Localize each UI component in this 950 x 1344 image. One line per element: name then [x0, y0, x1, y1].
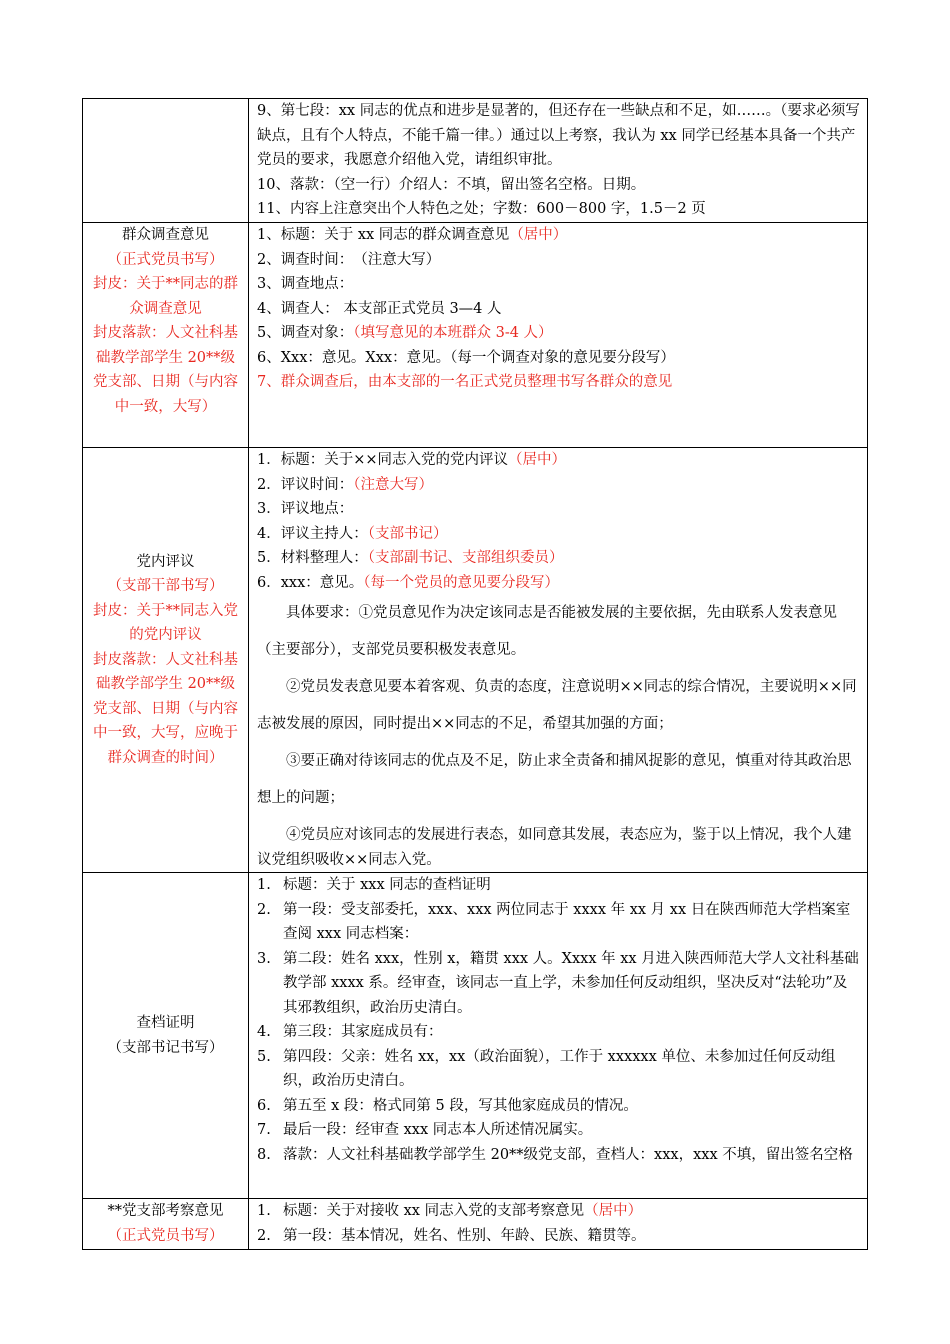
- table-row: [83, 448, 868, 873]
- branch-review-list: [257, 1199, 861, 1248]
- list-item: 5、调查对象：（填写意见的本班群众 3-4 人）: [257, 325, 553, 341]
- list-item: 5．材料整理人：（支部副书记、支部组织委员）: [257, 550, 564, 566]
- item-10-text: 10、落款：（空一行）介绍人：不填，留出签名空格。日期。: [257, 176, 646, 193]
- item-11-text: 11、内容上注意突出个人特色之处；字数：600－800 字，1.5－2 页: [257, 201, 706, 217]
- writer-note: （正式党员书写）: [107, 1227, 224, 1244]
- list-item: 7、群众调查后，由本支部的一名正式党员整理书写各群众的意见: [257, 374, 673, 390]
- list-item: 1. 标题：关于对接收 xx 同志入党的支部考察意见（居中）: [257, 1203, 643, 1219]
- table-row: [83, 223, 868, 448]
- list-item: 2. 第一段：受支部委托，xxx、xxx 两位同志于 xxxx 年 xx 月 xx 日在陕西师范大学档案室查阅 xxx 同志档案：: [257, 901, 851, 942]
- list-item: 2、调查时间： （注意大写）: [257, 251, 441, 268]
- writer-note: （支部书记书写）: [107, 1039, 224, 1056]
- list-item: 5. 第四段：父亲：姓名 xx，xx（政治面貌），工作于 xxxxxx 单位、未参加过任何反动组织，政治历史清白。: [257, 1048, 836, 1089]
- list-item: 7. 最后一段：经审查 xxx 同志本人所述情况属实。: [257, 1122, 593, 1138]
- list-item: 2. 第一段：基本情况，姓名、性别、年龄、民族、籍贯等。: [257, 1227, 646, 1244]
- list-item: 8. 落款：人文社科基础教学部学生 20**级党支部，查档人：xxx，xxx 不填，留出签名空格: [257, 1146, 853, 1163]
- cover-note: 封皮：关于**同志的群众调查意见: [93, 276, 238, 317]
- requirement-paragraph: ②党员发表意见要本着客观、负责的态度，注意说明××同志的综合情况，主要说明××同志被发展的原因，同时提出××同志的不足，希望其加强的方面；: [257, 679, 857, 732]
- mass-survey-left-cell: [83, 223, 249, 448]
- branch-review-left-cell: [83, 1199, 249, 1250]
- requirement-paragraph: ③要正确对待该同志的优点及不足，防止求全责备和捕风捉影的意见，慎重对待其政治思想上的问题；: [257, 753, 852, 806]
- list-item: 4. 第三段：其家庭成员有：: [257, 1024, 443, 1040]
- table-row: [83, 1199, 868, 1250]
- section-title: 群众调查意见: [122, 227, 209, 243]
- file-check-left-cell: [83, 873, 249, 1199]
- requirement-paragraph: 具体要求：①党员意见作为决定该同志是否能被发展的主要依据，先由联系人发表意见（主要部分），支部党员要积极发表意见。: [257, 605, 837, 658]
- row1-left-cell: [83, 99, 249, 223]
- cover-signature-note: 封皮落款：人文社科基础教学部学生 20**级党支部、日期（与内容中一致，大写）: [93, 325, 238, 415]
- document-table: [82, 98, 868, 1250]
- requirement-paragraph: ④党员应对该同志的发展进行表态，如同意其发展，表态应为，鉴于以上情况，我个人建议党组织吸收××同志入党。: [257, 827, 852, 868]
- file-check-right-cell: [249, 873, 868, 1199]
- list-item: 1. 标题：关于 xxx 同志的查档证明: [257, 877, 491, 893]
- list-item: 6．xxx：意见。（每一个党员的意见要分段写）: [257, 574, 560, 591]
- cover-signature-note: 封皮落款：人文社科基础教学部学生 20**级党支部、日期（与内容中一致，大写，应晚于群众调查的时间）: [93, 651, 238, 766]
- table-row: [83, 873, 868, 1199]
- section-title: 党内评议: [136, 553, 195, 570]
- party-review-right-cell: [249, 448, 868, 873]
- list-item: 1．标题：关于××同志入党的党内评议（居中）: [257, 452, 567, 468]
- list-item: 2．评议时间：（注意大写）: [257, 476, 433, 493]
- party-review-left-cell: [83, 448, 249, 873]
- list-item: 1、标题：关于 xx 同志的群众调查意见（居中）: [257, 227, 568, 243]
- list-item: 3. 第二段：姓名 xxx，性别 x，籍贯 xxx 人。Xxxx 年 xx 月进入陕西师范大学人文社科基础教学部 xxxx 系。经审查，该同志一直上学，未参加任何反动组织，坚决反对“法轮功”及其邪教组织，政治历史清白。: [257, 950, 859, 1016]
- list-item: 6. 第五至 x 段：格式同第 5 段，写其他家庭成员的情况。: [257, 1097, 638, 1114]
- list-item: 4、调查人： 本支部正式党员 3—4 人: [257, 300, 502, 317]
- mass-survey-right-cell: [249, 223, 868, 448]
- list-item: 6、Xxx：意见。Xxx：意见。（每一个调查对象的意见要分段写）: [257, 349, 675, 366]
- list-item: 3、调查地点：: [257, 276, 354, 292]
- section-title: 查档证明: [136, 1015, 195, 1031]
- table-row: [83, 99, 868, 223]
- list-item: 3．评议地点：: [257, 501, 354, 517]
- writer-note: （支部干部书写）: [107, 578, 224, 595]
- file-check-list: [257, 873, 861, 1167]
- item-9-text: 9、第七段：xx 同志的优点和进步是显著的，但还存在一些缺点和不足，如……。（要求必须写缺点，且有个人特点，不能千篇一律。）通过以上考察，我认为 xx 同学已经基本具备一个共产党员的要求，我愿意介绍他入党，请组织审批。: [257, 103, 860, 168]
- list-item: 4．评议主持人：（支部书记）: [257, 525, 448, 542]
- row1-right-cell: [249, 99, 868, 223]
- writer-note: （正式党员书写）: [107, 251, 224, 268]
- branch-review-right-cell: [249, 1199, 868, 1250]
- section-title: **党支部考察意见: [107, 1203, 224, 1219]
- cover-note: 封皮：关于**同志入党的党内评议: [93, 602, 238, 644]
